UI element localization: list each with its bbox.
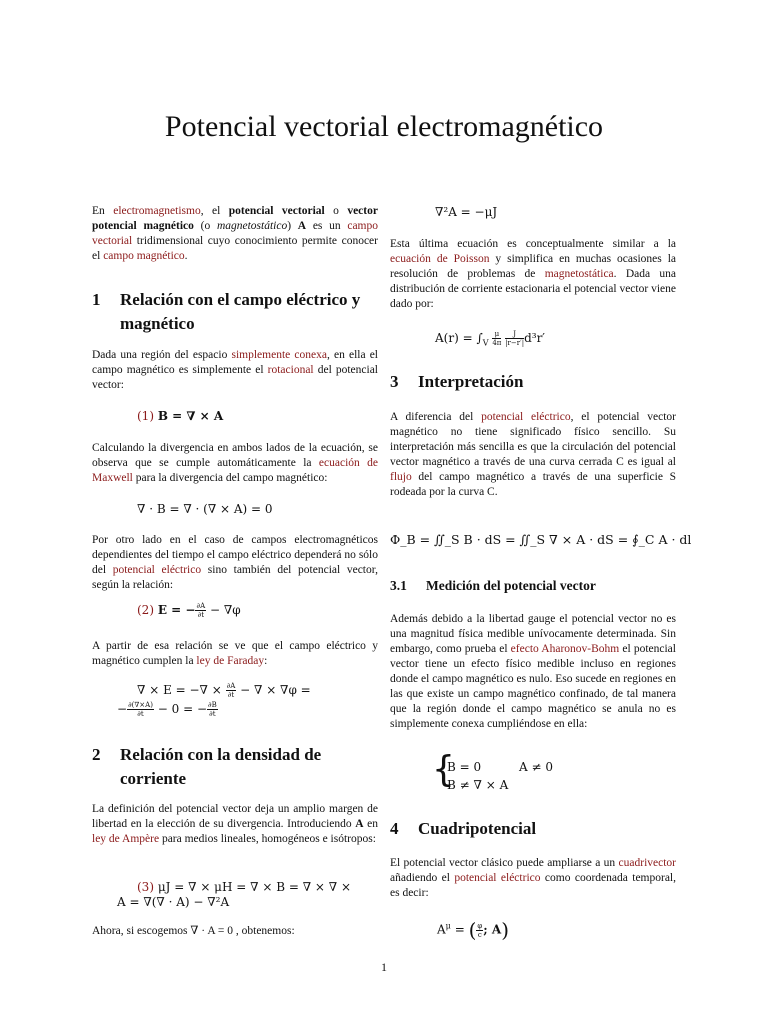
section-2-p1: La definición del potencial vector deja un amplio margen de libertad en la elección de su divergencia. Introduciendo A en ley de Ampère para medios lineales, homogéneos e isótropos: — [92, 803, 378, 845]
link-potencial-electrico-3[interactable]: potencial eléctrico — [454, 872, 541, 884]
link-cuadrivector[interactable]: cuadrivector — [618, 857, 676, 869]
link-ecuacion-de-maxwell[interactable]: ecuación de Maxwell — [92, 457, 378, 484]
section-4-p1: El potencial vector clásico puede ampliarse a un cuadrivector añadiendo el potencial eléctrico como coordenada temporal, es decir: — [390, 857, 676, 899]
right-p1: Esta última ecuación es conceptualmente similar a la ecuación de Poisson y simplifica en muchas ocasiones la resolución de problemas de magnetostática. Dada una distribución de corriente estacionaria el potencial vector viene dado por: — [390, 238, 676, 310]
section-1-p1: Dada una región del espacio simplemente conexa, en ella el campo magnético es simplemente el rotacional del potencial vector: — [92, 349, 378, 391]
link-potencial-electrico[interactable]: potencial eléctrico — [112, 564, 202, 576]
link-campo-magnetico[interactable]: campo magnético — [103, 250, 185, 262]
equation-integral: $A(r) = \int_V$ $\frac{\mu}{4\pi}$ $\frac{J}{|r-r'|}$ d³r′ — [435, 330, 546, 348]
equation-1: (1) B = ∇ × A — [137, 409, 224, 423]
intro-paragraph: En electromagnetismo, el potencial vectorial o vector potencial magnético (o magnetostático) A es un campo vectorial tridimensional cuyo conocimiento permite conocer el campo magnético. — [92, 205, 378, 262]
link-rotacional[interactable]: rotacional — [267, 364, 314, 376]
equation-3-line-2: A = ∇(∇ · A) − ∇²A — [117, 895, 230, 909]
section-3-heading: 3 Interpretación — [390, 372, 524, 391]
section-1-p4: A partir de esa relación se ve que el campo eléctrico y magnético cumplen la ley de Faraday: — [92, 640, 378, 667]
equation-2: (2) E = − $\frac{\partial A}{\partial t}$ − ∇φ — [137, 602, 241, 619]
link-ley-de-ampere[interactable]: ley de Ampère — [92, 833, 160, 845]
section-3-p1: A diferencia del potencial eléctrico, el potencial vector magnético no tiene significado físico sencillo. Su interpretación más sencilla es que la circulación del potencial vector magnético a través de una curva cerrada C es igual al flujo del campo magnético a través de una superficie S rodeada por la curva C. — [390, 411, 677, 498]
equation-faraday-line-2: − $\frac{\partial(\nabla\times A)}{\partial t}$ − 0 = − $\frac{\partial B}{\partial t}$ — [117, 701, 217, 718]
brace-icon: { — [432, 749, 455, 790]
equation-divergence: ∇ · B = ∇ · (∇ × A) = 0 — [137, 502, 273, 516]
link-ecuacion-de-poisson[interactable]: ecuación de Poisson — [390, 253, 490, 265]
equation-laplacian: ∇²A = −μJ — [435, 205, 498, 219]
section-2-p2: Ahora, si escogemos ∇ · A = 0 , obtenemos: — [92, 925, 295, 937]
equation-3-line-1: (3) μJ = ∇ × μH = ∇ × B = ∇ × ∇ × — [137, 880, 352, 894]
link-efecto-aharonov-bohm[interactable]: efecto Aharonov-Bohm — [510, 643, 620, 655]
section-1-heading: 1 Relación con el campo eléctrico y magnético — [92, 290, 361, 333]
left-column — [92, 204, 378, 264]
section-1-p3: Por otro lado en el caso de campos electromagnéticos dependientes del tiempo el campo eléctrico dependerá no sólo del potencial eléctrico sino también del potencial vector, según la relación: — [92, 534, 378, 591]
page-title: Potencial vectorial electromagnético — [164, 110, 604, 143]
section-2-heading: 2 Relación con la densidad de corriente — [92, 745, 322, 788]
section-3-1-heading: 3.1 Medición del potencial vector — [390, 578, 596, 593]
link-magnetostatica[interactable]: magnetostática — [544, 268, 614, 280]
equation-faraday-line-1: ∇ × E = −∇ × $\frac{\partial A}{\partial t}$ − ∇ × ∇φ = — [137, 682, 311, 699]
section-3-1-p1: Además debido a la libertad gauge el potencial vector no es una magnitud física medible unívocamente determinada. Sin embargo, como prueba el efecto Aharonov-Bohm el potencial vector tiene un efecto físico medible incluso en regiones donde el campo magnético es nulo. Eso sucede en regiones en las que existe un campo magnético confinado, de tal manera que la región donde el campo magnético se anula no es simplemente conexa cumpliéndose en ella: — [390, 613, 676, 730]
equation-flux: Φ_B = ∬_S B · dS = ∬_S ∇ × A · dS = ∮_C A · dl — [390, 532, 692, 547]
equation-four-potential: $A^\mu$ = ( $\frac{\varphi}{c}$ ; A) — [437, 918, 510, 942]
link-electromagnetismo[interactable]: electromagnetismo — [113, 205, 201, 217]
link-flujo[interactable]: flujo — [390, 471, 412, 483]
section-4-heading: 4 Cuadripotencial — [390, 819, 537, 838]
link-campo-vectorial[interactable]: campo vectorial — [92, 220, 378, 247]
page-number: 1 — [381, 960, 387, 974]
section-1-p2: Calculando la divergencia en ambos lados de la ecuación, se observa que se cumple automáticamente la ecuación de Maxwell para la divergencia del campo magnético: — [92, 442, 378, 484]
link-ley-de-faraday[interactable]: ley de Faraday — [196, 655, 265, 667]
link-simplemente-conexa[interactable]: simplemente conexa — [231, 349, 327, 361]
link-potencial-electrico-2[interactable]: potencial eléctrico — [481, 411, 571, 423]
